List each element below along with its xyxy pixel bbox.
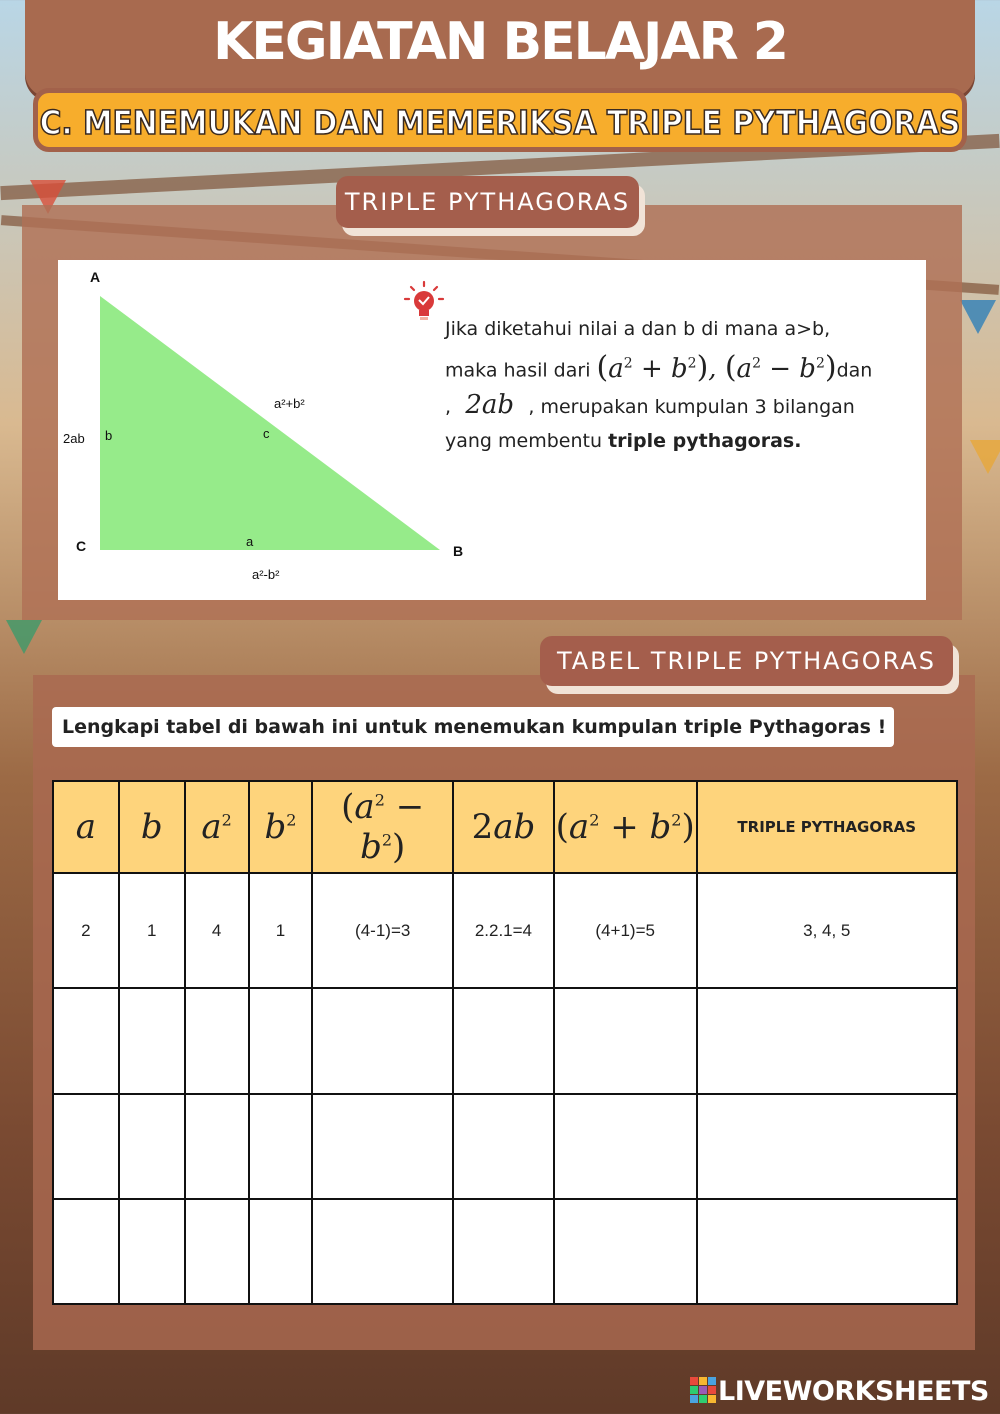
side-c-expr: a²+b² [274,396,305,411]
subtitle: C. MENEMUKAN DAN MEMERIKSA TRIPLE PYTHAGORAS [39,103,961,142]
input-cell[interactable] [697,988,957,1093]
cell: 2 [53,873,119,988]
header-a2-minus-b2: $(a^2 - b^2)$ [312,781,453,873]
liveworksheets-mark-icon [690,1377,716,1403]
desc-line1: Jika diketahui nilai a dan b di mana a>b, [445,318,831,340]
vertex-c-label: C [76,538,87,554]
cell: 4 [185,873,249,988]
page-title: KEGIATAN BELAJAR 2 [213,12,787,72]
desc-yang: yang membentu [445,429,603,452]
input-cell[interactable] [554,1094,697,1199]
header-2ab: 2ab [453,781,554,873]
cell: (4-1)=3 [312,873,453,988]
cell: 1 [119,873,185,988]
input-cell[interactable] [119,1199,185,1304]
table-row [53,873,957,988]
formula-2ab: 2ab [457,389,523,420]
pythagoras-table [52,780,958,1305]
input-cell[interactable] [249,1199,313,1304]
desc-bold: triple pythagoras. [608,429,802,452]
input-cell[interactable] [453,1199,554,1304]
header-b: b [119,781,185,873]
table-row [53,1199,957,1304]
desc-rest: , merupakan kumpulan 3 bilangan [528,395,855,418]
input-cell[interactable] [185,988,249,1093]
input-cell[interactable] [312,1094,453,1199]
section-label-triple: TRIPLE PYTHAGORAS [336,176,639,228]
cell: 2.2.1=4 [453,873,554,988]
input-cell[interactable] [453,988,554,1093]
input-cell[interactable] [119,1094,185,1199]
table-row [53,988,957,1093]
header-a-squared: $a^2$ [185,781,249,873]
input-cell[interactable] [312,988,453,1093]
description [445,312,900,458]
desc-maka: maka hasil dari [445,359,591,382]
side-a-label: a [246,534,254,549]
input-cell[interactable] [554,1199,697,1304]
input-cell[interactable] [312,1199,453,1304]
input-cell[interactable] [697,1199,957,1304]
instruction-text: Lengkapi tabel di bawah ini untuk menemukan kumpulan triple Pythagoras ! [52,707,894,747]
subtitle-bar [33,88,967,152]
input-cell[interactable] [53,1199,119,1304]
lightbulb-icon [402,280,446,326]
header-a: a [53,781,119,873]
input-cell[interactable] [185,1094,249,1199]
desc-dan: dan [836,359,873,382]
vertex-a-label: A [90,269,101,285]
input-cell[interactable] [185,1199,249,1304]
input-cell[interactable] [697,1094,957,1199]
table-row [53,1094,957,1199]
input-cell[interactable] [453,1094,554,1199]
right-triangle [100,296,440,550]
cell: 3, 4, 5 [697,873,957,988]
input-cell[interactable] [119,988,185,1093]
formula-a2-plus-b2: $(a^2 + b^2)$, $(a^2 - b^2)$ [596,349,837,385]
liveworksheets-logo [690,1376,990,1406]
side-b-label: b [105,428,113,443]
side-c-label: c [263,426,270,441]
side-a-expr: a²-b² [252,567,280,582]
cell: 1 [249,873,313,988]
brand-text: LIVEWORKSHEETS [718,1376,989,1407]
table-header-row [53,781,957,873]
cell: (4+1)=5 [554,873,697,988]
input-cell[interactable] [53,988,119,1093]
section-label-table: TABEL TRIPLE PYTHAGORAS [540,636,953,686]
header-b-squared: $b^2$ [249,781,313,873]
vertex-b-label: B [453,543,464,559]
header-triple: TRIPLE PYTHAGORAS [697,781,957,873]
input-cell[interactable] [249,1094,313,1199]
desc-comma: , [445,395,452,418]
input-cell[interactable] [53,1094,119,1199]
input-cell[interactable] [554,988,697,1093]
header-a2-plus-b2: $(a^2 + b^2)$ [554,781,697,873]
input-cell[interactable] [249,988,313,1093]
side-b-expr: 2ab [63,431,85,446]
